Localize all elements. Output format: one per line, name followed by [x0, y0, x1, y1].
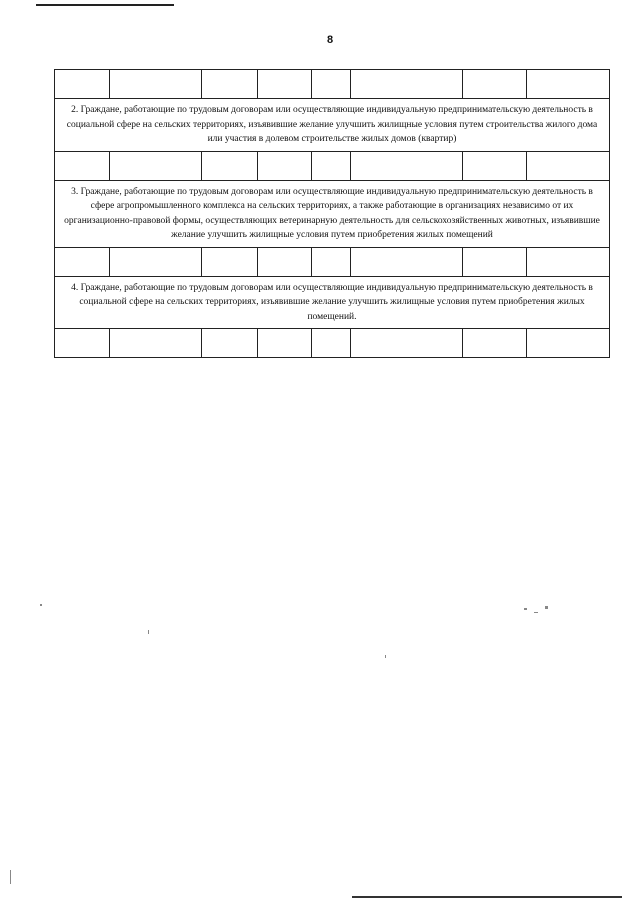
table-cell: [463, 151, 527, 180]
table-cell: [463, 247, 527, 276]
section-heading-2: 2. Граждане, работающие по трудовым договорам или осуществляющие индивидуальную предпринимательскую деятельность в социальной сфере на сельских территориях, изъявившие желание улучшить жилищные условия путем строительства жилого дома или участия в долевом строительстве жилых домов (квартир): [55, 99, 610, 152]
table-cell: [463, 329, 527, 358]
table-row-section-heading: [55, 99, 610, 152]
scan-speck: [10, 870, 11, 884]
table-cell: [202, 151, 258, 180]
table-cell: [312, 329, 351, 358]
table-cell: [55, 70, 110, 99]
section-heading-3: 3. Граждане, работающие по трудовым договорам или осуществляющие индивидуальную предпринимательскую деятельность в сфере агропромышленного комплекса на сельских территориях, а также работающие в организациях независимо от их организационно-правовой формы, осуществляющих ветеринарную деятельность для сельскохозяйственных животных, изъявившие желание улучшить жилищные условия путем приобретения жилых помещений: [55, 180, 610, 247]
section-heading-4: 4. Граждане, работающие по трудовым договорам или осуществляющие индивидуальную предпринимательскую деятельность в социальной сфере на сельских территориях, изъявившие желание улучшить жилищные условия путем приобретения жилых помещений.: [55, 276, 610, 329]
scan-speck: [524, 608, 527, 610]
table-cell: [110, 247, 202, 276]
table-cell: [351, 151, 463, 180]
scan-speck: [545, 606, 548, 609]
table-cell: [55, 247, 110, 276]
table-cell: [312, 70, 351, 99]
table-row-blank: [55, 329, 610, 358]
table-cell: [527, 329, 610, 358]
table-cell: [55, 329, 110, 358]
table-cell: [258, 329, 312, 358]
table-cell: [527, 247, 610, 276]
table-cell: [110, 151, 202, 180]
table-cell: [110, 329, 202, 358]
scan-speck: [40, 604, 42, 606]
scan-artifact-line-bottom: [352, 896, 622, 898]
table-cell: [312, 151, 351, 180]
scan-speck: [385, 655, 386, 658]
scan-speck: [148, 630, 149, 634]
table-cell: [202, 247, 258, 276]
table-cell: [258, 151, 312, 180]
scan-speck: [534, 612, 538, 613]
table-row-section-heading: [55, 180, 610, 247]
table-cell: [527, 151, 610, 180]
table-cell: [312, 247, 351, 276]
table-cell: [351, 70, 463, 99]
table-cell: [351, 247, 463, 276]
table-cell: [258, 70, 312, 99]
table-cell: [202, 70, 258, 99]
table-cell: [258, 247, 312, 276]
table-cell: [110, 70, 202, 99]
form-table: [54, 69, 610, 358]
table-cell: [463, 70, 527, 99]
table-row-section-heading: [55, 276, 610, 329]
table-cell: [202, 329, 258, 358]
table-row-blank: [55, 70, 610, 99]
table-row-blank: [55, 151, 610, 180]
scan-artifact-line-top: [36, 4, 174, 6]
table-cell: [351, 329, 463, 358]
table-cell: [527, 70, 610, 99]
page-number: 8: [326, 34, 334, 46]
table-cell: [55, 151, 110, 180]
table-row-blank: [55, 247, 610, 276]
